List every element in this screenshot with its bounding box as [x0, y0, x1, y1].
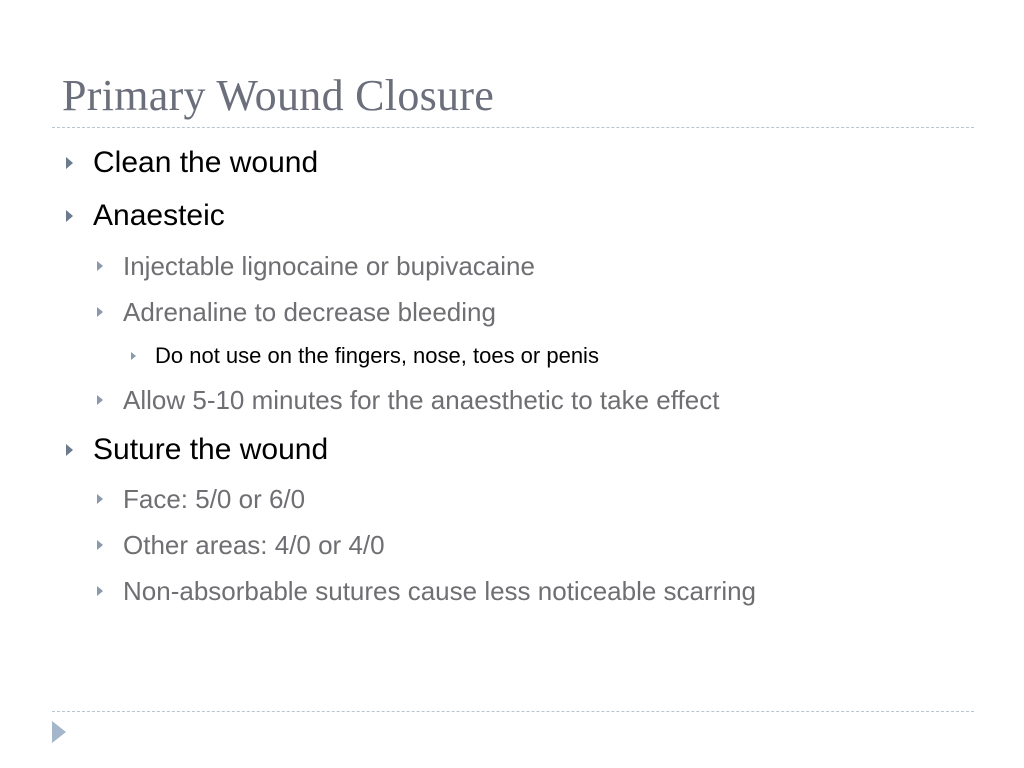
bullet-text: Injectable lignocaine or bupivacaine — [123, 251, 535, 281]
bullet-level-3 — [155, 343, 599, 369]
bullet-arrow-icon — [97, 586, 103, 596]
corner-arrow-icon — [52, 721, 66, 743]
bullet-text: Do not use on the fingers, nose, toes or penis — [155, 343, 599, 368]
bullet-arrow-icon — [66, 157, 73, 169]
bullet-text: Suture the wound — [93, 433, 329, 466]
slide-title: Primary Wound Closure — [62, 71, 495, 120]
bullet-text: Other areas: 4/0 or 4/0 — [123, 530, 385, 560]
bullet-text: Clean the wound — [93, 146, 319, 179]
title-divider — [52, 127, 974, 128]
bullet-arrow-icon — [66, 210, 73, 222]
bullet-level-1 — [93, 146, 318, 180]
bullet-level-2 — [123, 484, 305, 515]
bullet-level-1 — [93, 199, 225, 233]
bullet-text: Non-absorbable sutures cause less noticeable scarring — [123, 576, 757, 606]
bullet-arrow-icon — [97, 261, 103, 271]
bullet-text: Face: 5/0 or 6/0 — [123, 484, 306, 514]
bullet-text: Adrenaline to decrease bleeding — [123, 297, 496, 327]
bullet-level-2 — [123, 251, 535, 282]
bullet-level-2 — [123, 385, 719, 416]
bullet-level-2 — [123, 297, 496, 328]
footer-divider — [52, 711, 974, 712]
bullet-level-2 — [123, 576, 756, 607]
bullet-arrow-icon — [97, 540, 103, 550]
bullet-arrow-icon — [97, 494, 103, 504]
bullet-arrow-icon — [66, 444, 73, 456]
bullet-arrow-icon — [97, 307, 103, 317]
bullet-text: Allow 5-10 minutes for the anaesthetic to take effect — [123, 385, 720, 415]
bullet-text: Anaesteic — [93, 199, 225, 232]
bullet-arrow-icon — [97, 395, 103, 405]
bullet-level-1 — [93, 433, 328, 467]
bullet-level-2 — [123, 530, 385, 561]
bullet-arrow-icon — [131, 352, 136, 360]
